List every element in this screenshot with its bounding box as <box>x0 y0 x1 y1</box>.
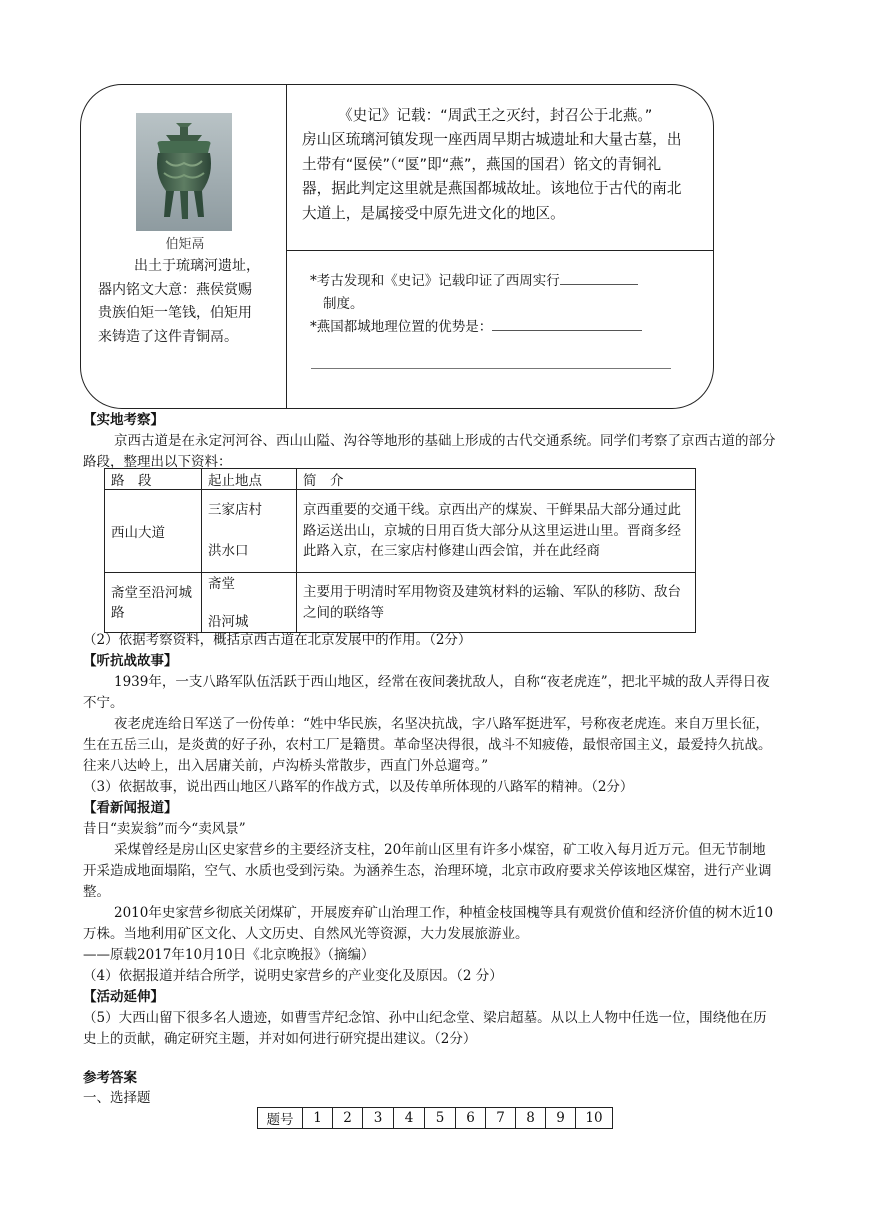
table-header: 路 段 <box>105 469 202 490</box>
bronze-vessel-image <box>136 113 232 231</box>
answer-number: 3 <box>363 1108 394 1129</box>
route-start: 三家店村 <box>208 502 262 518</box>
answer-number: 10 <box>576 1108 613 1129</box>
record-line-2: 房山区琉璃河镇发现一座西周早期古城遗址和大量古墓，出土带有“匽侯”（“匽”即“燕”，燕国的国君）铭文的青铜礼器，据此判定这里就是燕国都城故址。该地位于古代的南北大道上，是属接受中原先进文化的地区。 <box>302 131 682 222</box>
route-end: 洪水口 <box>208 543 249 559</box>
answer-number: 4 <box>394 1108 425 1129</box>
question-3: （3）依据故事，说出西山地区八路军的作战方式，以及传单所体现的八路军的精神。（2分） <box>83 779 634 795</box>
field-intro: 京西古道是在永定河河谷、西山山隘、沟谷等地形的基础上形成的古代交通系统。同学们考察了京西古道的部分路段，整理出以下资料： <box>83 433 776 470</box>
answer-number: 7 <box>486 1108 516 1129</box>
section-heading-story: 【听抗战故事】 <box>83 653 178 669</box>
news-title: 昔日“卖炭翁”而今“卖风景” <box>83 821 246 837</box>
table-row <box>258 1108 613 1129</box>
answer-blank-1[interactable] <box>560 271 638 285</box>
table-cell-places <box>202 490 297 573</box>
table-header: 起止地点 <box>202 469 297 490</box>
section-heading-extend: 【活动延伸】 <box>83 989 164 1005</box>
question-1-block <box>310 270 690 339</box>
route-table <box>104 468 696 633</box>
question-5: （5）大西山留下很多名人遗迹，如曹雪芹纪念馆、孙中山纪念堂、梁启超墓。从以上人物中任选一位，围绕他在历史上的贡献，确定研究主题，并对如何进行研究提出建议。（2分） <box>83 1010 767 1047</box>
answer-table-header: 题号 <box>258 1108 303 1129</box>
table-cell-desc: 主要用于明清时军用物资及建筑材料的运输、军队的移防、敌台之间的联络等 <box>297 573 696 633</box>
answer-number: 1 <box>303 1108 333 1129</box>
card-divider-vertical <box>286 84 287 409</box>
card-divider-horizontal <box>286 250 714 251</box>
table-cell-places <box>202 573 297 633</box>
answer-number: 8 <box>516 1108 546 1129</box>
table-row <box>105 490 696 573</box>
route-start: 斋堂 <box>208 575 235 592</box>
answer-number: 2 <box>333 1108 363 1129</box>
question-4: （4）依据报道并结合所学，说明史家营乡的产业变化及原因。（2 分） <box>83 968 503 984</box>
question-1-part-a: *考古发现和《史记》记载印证了西周实行 <box>310 273 560 289</box>
table-cell-desc: 京西重要的交通干线。京西出产的煤炭、干鲜果品大部分通过此路运送出山，京城的日用百货大部分从这里运进山里。晋商多经此路入京，在三家店村修建山西会馆，并在此经商 <box>297 490 696 573</box>
section-heading-field: 【实地考察】 <box>83 412 164 428</box>
historical-record-text <box>302 104 688 242</box>
answer-number: 6 <box>456 1108 486 1129</box>
table-cell-route: 西山大道 <box>105 490 202 573</box>
route-end: 沿河城 <box>208 613 249 630</box>
story-paragraph-1: 1939年，一支八路军队伍活跃于西山地区，经常在夜间袭扰敌人，自称“夜老虎连”，把北平城的敌人弄得日夜不宁。 <box>83 674 770 711</box>
answer-number: 9 <box>546 1108 576 1129</box>
question-1-part-a-end: 制度。 <box>323 296 364 312</box>
answer-blank-3[interactable] <box>311 368 671 370</box>
artifact-description: 出土于琉璃河遗址，器内铭文大意：燕侯赏赐贵族伯矩一笔钱，伯矩用来铸造了这件青铜鬲。 <box>98 258 260 345</box>
answer-blank-2[interactable] <box>492 317 642 331</box>
question-2: （2）依据考察资料，概括京西古道在北京发展中的作用。（2分） <box>83 632 472 648</box>
table-row <box>105 573 696 633</box>
artifact-caption: 伯矩鬲 <box>165 237 205 252</box>
answer-table <box>257 1107 613 1129</box>
answer-number: 5 <box>425 1108 456 1129</box>
news-source: ——原载2017年10月10日《北京晚报》（摘编） <box>83 947 375 963</box>
news-paragraph-1: 采煤曾经是房山区史家营乡的主要经济支柱，20年前山区里有许多小煤窑，矿工收入每月近万元。但无节制地开采造成地面塌陷，空气、水质也受到污染。为涵养生态，治理环境，北京市政府要求关停该地区煤窑，进行产业调整。 <box>83 842 772 900</box>
news-paragraph-2: 2010年史家营乡彻底关闭煤矿，开展废弃矿山治理工作，种植金枝国槐等具有观赏价值和经济价值的树木近10万株。当地利用矿区文化、人文历史、自然风光等资源，大力发展旅游业。 <box>83 905 774 942</box>
table-header: 简 介 <box>297 469 696 490</box>
story-paragraph-2: 夜老虎连给日军送了一份传单：“姓中华民族，名坚决抗战，字八路军挺进军，号称夜老虎连。来自万里长征，生在五岳三山，是炎黄的好子孙，农村工厂是籍贯。革命坚决得很，战斗不知疲倦，最恨帝国主义，最爱持久抗战。往来八达岭上，出入居庸关前，卢沟桥头常散步，西直门外总遛弯。” <box>83 716 772 774</box>
answers-heading: 参考答案 <box>83 1070 137 1086</box>
question-1-part-b: *燕国都城地理位置的优势是： <box>310 319 493 335</box>
table-header-row <box>105 469 696 490</box>
table-cell-route: 斋堂至沿河城路 <box>105 573 202 633</box>
record-line-1: 《史记》记载：“周武王之灭纣，封召公于北燕。” <box>338 107 653 124</box>
answers-subheading: 一、选择题 <box>83 1090 151 1106</box>
section-heading-news: 【看新闻报道】 <box>83 800 178 816</box>
